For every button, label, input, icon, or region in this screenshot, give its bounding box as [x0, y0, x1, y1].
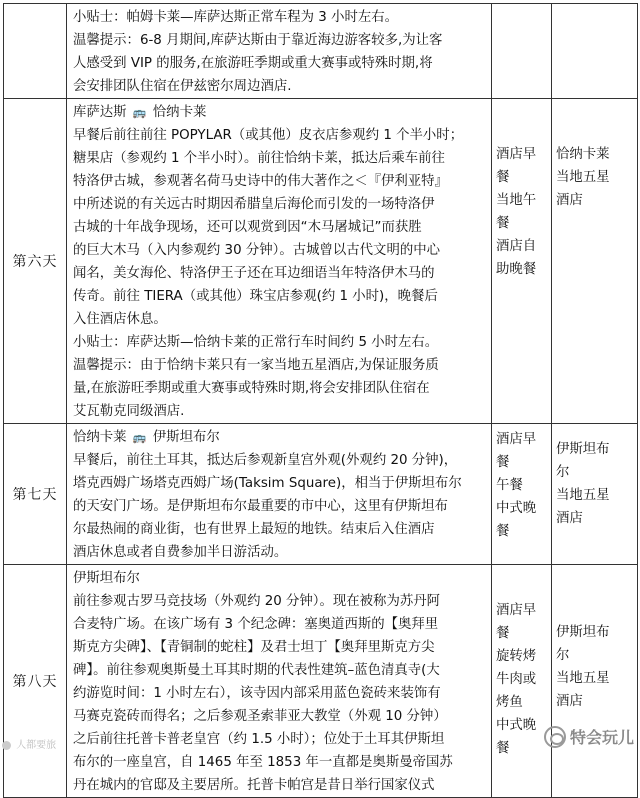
day6-route — [73, 101, 487, 124]
day8-hotel-line: 伊斯坦布 — [556, 625, 610, 640]
day7-hotel-line: 尔 — [556, 465, 570, 480]
day6-description — [67, 99, 492, 424]
day7-description — [67, 424, 492, 565]
day6-hotel-line: 恰纳卡莱 — [556, 147, 610, 162]
day8-line: 合麦特广场。在该广场有 3 个纪念碑：塞奥道西斯的【奥拜里 — [73, 617, 439, 632]
day7-line: 的天安门广场。是伊斯坦布尔最重要的市中心，这里有伊斯坦布 — [73, 499, 448, 514]
day7-route-to: 伊斯坦布尔 — [152, 430, 220, 445]
bus-icon: 🚌 — [132, 431, 147, 444]
day8-meal: 酒店早 — [496, 603, 537, 618]
watermark-dot-icon — [2, 741, 11, 750]
day8-meal: 餐 — [496, 741, 510, 756]
day6-hotel — [552, 99, 638, 424]
day8-line: 马赛克瓷砖而得名；之后参观圣索菲亚大教堂（外观 10 分钟） — [73, 709, 447, 724]
day7-hotel-line: 酒店 — [556, 511, 583, 526]
day8-line: 之后前往托普卡普老皇宫（约 1.5 小时）；位处于土耳其伊斯坦 — [73, 732, 445, 747]
day8-label: 第八天 — [4, 565, 67, 798]
day6-line: 小贴士：库萨达斯—恰纳卡莱的正常行车时间约 5 小时左右。 — [73, 335, 439, 350]
day6-meal: 当地午 — [496, 193, 537, 208]
day6-line: 量,在旅游旺季期或重大赛事或特殊时期,将会安排团队住宿在 — [73, 381, 430, 396]
day8-route: 伊斯坦布尔 — [73, 571, 140, 586]
day6-hotel-line: 当地五星 — [556, 170, 610, 185]
day5-line: 小贴士：帕姆卡莱—库萨达斯正常车程为 3 小时左右。 — [73, 10, 399, 25]
day6-line: 艾瓦勒克同级酒店. — [73, 404, 185, 419]
day6-route-to: 恰纳卡莱 — [152, 105, 207, 120]
day8-meal: 中式晚 — [496, 718, 537, 733]
day6-line: 传奇。前往 TIERA（或其他）珠宝店参观(约 1 小时)，晚餐后 — [73, 289, 438, 304]
day7-meal: 午餐 — [496, 478, 523, 493]
bus-icon: 🚌 — [132, 106, 147, 119]
day7-line: 酒店休息或者自费参加半日游活动。 — [73, 545, 288, 560]
day6-line: 闻名，美女海伦、特洛伊王子还在耳边细语当年特洛伊木马的 — [73, 266, 435, 281]
day8-description — [67, 565, 492, 798]
day6-meal: 餐 — [496, 216, 510, 231]
day6-line: 早餐后前往前往 POPYLAR（或其他）皮衣店参观约 1 个半小时； — [73, 128, 464, 143]
day6-line: 糖果店（参观约 1 个半小时）。前往恰纳卡莱，抵达后乘车前往 — [73, 151, 445, 166]
day6-label: 第六天 — [4, 99, 67, 424]
day8-hotel-line: 尔 — [556, 648, 570, 663]
day7-meal: 酒店早 — [496, 432, 537, 447]
day8-meals — [492, 565, 552, 798]
day7-row — [4, 424, 638, 565]
day6-route-from: 库萨达斯 — [73, 105, 127, 120]
day6-meal: 酒店自 — [496, 239, 537, 254]
day8-hotel-line: 酒店 — [556, 694, 583, 709]
day7-label: 第七天 — [4, 424, 67, 565]
day7-meal: 中式晚 — [496, 501, 537, 516]
day6-meal: 酒店早 — [496, 147, 537, 162]
watermark-left — [2, 736, 56, 751]
day7-meals — [492, 424, 552, 565]
day5-meal-cell — [492, 4, 552, 99]
day6-line: 温馨提示：由于恰纳卡莱只有一家当地五星酒店,为保证服务质 — [73, 358, 439, 373]
day7-line: 塔克西姆广场塔克西姆广场(Taksim Square)，相当于伊斯坦布尔 — [73, 476, 462, 491]
day6-line: 古城的十年战争现场，还可以观赏到因“木马屠城记”而获胜 — [73, 220, 422, 235]
day8-hotel-line: 当地五星 — [556, 671, 610, 686]
day8-hotel — [552, 565, 638, 798]
day6-hotel-line: 酒店 — [556, 193, 583, 208]
day5-line: 人感受到 VIP 的服务,在旅游旺季期或重大赛事或特殊时期,将 — [73, 56, 433, 71]
day7-route-from: 恰纳卡莱 — [73, 430, 127, 445]
day8-meal: 烤鱼 — [496, 695, 523, 710]
day6-meals — [492, 99, 552, 424]
wechat-icon — [544, 726, 566, 748]
day6-meal: 助晚餐 — [496, 262, 537, 277]
day5-line: 温馨提示：6-8 月期间,库萨达斯由于靠近海边游客较多,为让客 — [73, 33, 443, 48]
day8-meal: 牛肉或 — [496, 672, 537, 687]
day7-meal: 餐 — [496, 524, 510, 539]
day6-line: 的巨大木马（入内参观约 30 分钟）。古城曾以古代文明的中心 — [73, 243, 441, 258]
day8-meal: 餐 — [496, 626, 510, 641]
watermark-right-text: 特会玩儿 — [569, 728, 634, 747]
day8-row — [4, 565, 638, 798]
day7-route — [73, 426, 487, 449]
day6-line: 中所述说的有关远古时期因希腊皇后海伦而引发的一场特洛伊 — [73, 197, 435, 212]
day7-meal: 餐 — [496, 455, 510, 470]
day8-line: 碑】。前往参观奥斯曼土耳其时期的代表性建筑–蓝色清真寺(大 — [73, 663, 440, 678]
day5-line: 会安排团队住宿在伊兹密尔周边酒店. — [73, 79, 292, 94]
day5-day-cell — [4, 4, 67, 99]
day5-hotel-cell — [552, 4, 638, 99]
day5-tail-row — [4, 4, 638, 99]
day6-line: 特洛伊古城，参观著名荷马史诗中的伟大著作之＜『伊利亚特』 — [73, 174, 448, 189]
day6-line: 入住酒店休息。 — [73, 312, 167, 327]
watermark-left-text: 人都要旅 — [16, 740, 57, 751]
watermark-right — [544, 725, 634, 748]
day7-line: 尔最热闹的商业街，也有世界上最短的地铁。结束后入住酒店 — [73, 522, 435, 537]
day7-hotel-line: 伊斯坦布 — [556, 442, 610, 457]
day7-hotel-line: 当地五星 — [556, 488, 610, 503]
day8-line: 约游览时间：1 小时左右），该寺因内部采用蓝色瓷砖来装饰有 — [73, 686, 441, 701]
itinerary-table — [3, 3, 638, 798]
day6-row — [4, 99, 638, 424]
day8-meal: 旋转烤 — [496, 649, 537, 664]
day8-line: 丹在城内的官邸及主要居所。托普卡帕宫是昔日举行国家仪式 — [73, 778, 435, 793]
day8-line: 布尔的一座皇宫，自 1465 年至 1853 年一直都是奥斯曼帝国苏 — [73, 755, 453, 770]
day5-description — [67, 4, 492, 99]
day6-meal: 餐 — [496, 170, 510, 185]
day8-line: 斯克方尖碑】、【青铜制的蛇柱】及君士坦丁【奥拜里斯克方尖 — [73, 640, 435, 655]
day8-line: 前往参观古罗马竞技场（外观约 20 分钟）。现在被称为苏丹阿 — [73, 594, 441, 609]
day7-hotel — [552, 424, 638, 565]
day7-line: 早餐后，前往土耳其，抵达后参观新皇宫外观(外观约 20 分钟)， — [73, 453, 458, 468]
